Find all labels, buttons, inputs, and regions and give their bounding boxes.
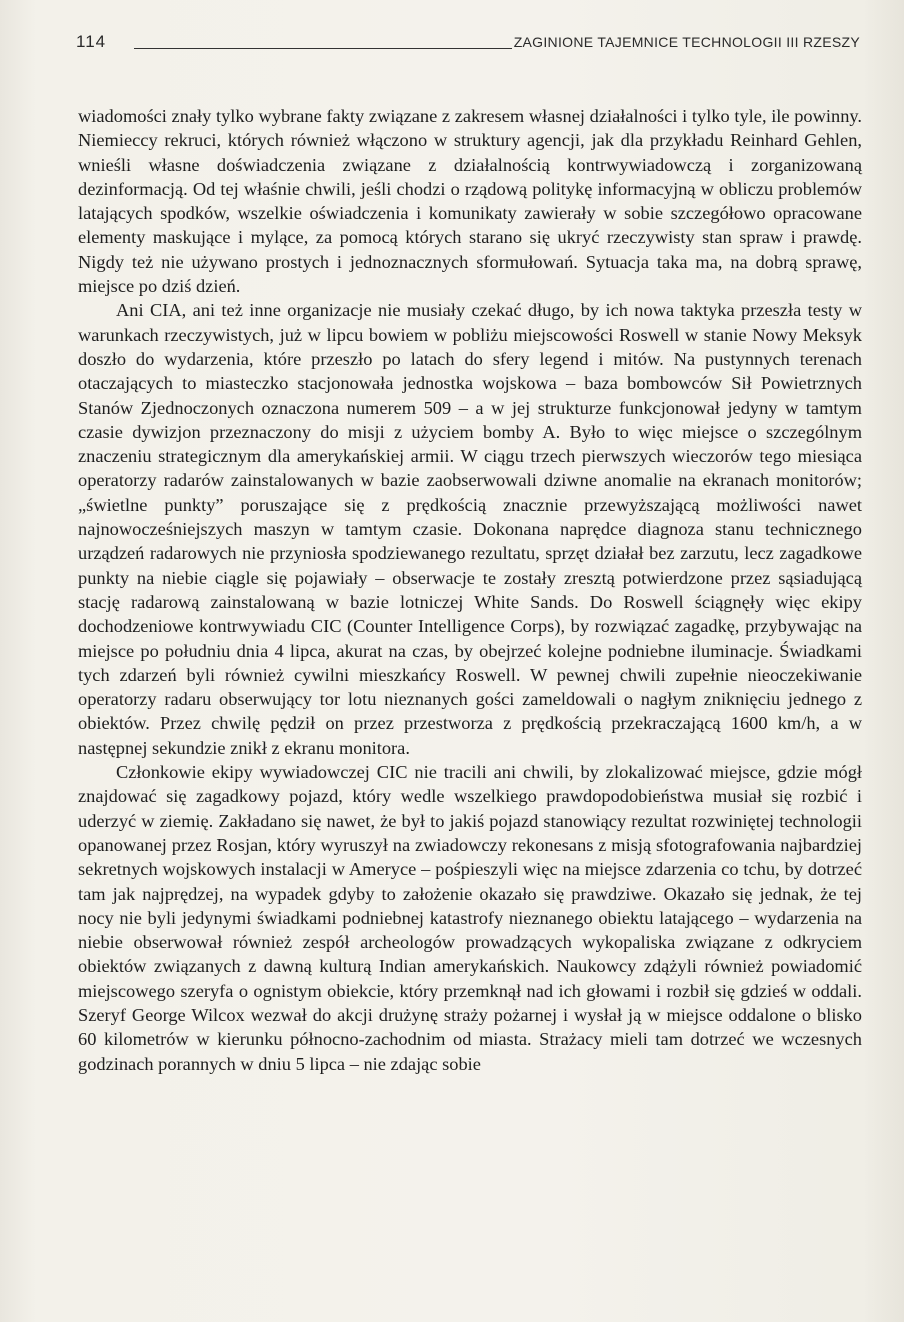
page-number: 114 xyxy=(76,32,107,51)
running-title: ZAGINIONE TAJEMNICE TECHNOLOGII III RZESZY xyxy=(513,34,860,50)
page-header xyxy=(76,30,860,54)
paragraph-3: Członkowie ekipy wywiadowczej CIC nie tracili ani chwili, by zlokalizować miejsce, gdzie mógł znajdować się zagadkowy pojazd, który wedle wszelkiego prawdopodobieństwa musiał się rozbić i uderzyć w ziemię. Zakładano się nawet, że był to jakiś pojazd stanowiący rezultat rozwiniętej technologii opanowanej przez Rosjan, który wyruszył na zwiadowczy rekonesans z misją sfotografowania najbardziej sekretnych wojskowych instalacji w Ameryce – pośpieszyli więc na miejsce zdarzenia co tchu, by dotrzeć tam jak najprędzej, na wypadek gdyby to założenie okazało się prawdziwe. Okazało się jednak, że tej nocy nie byli jedynymi świadkami podniebnej katastrofy nieznanego obiektu latającego – wydarzenia na niebie obserwował również zespół archeologów prowadzących wykopaliska związane z odkryciem obiektów związanych z dawną kulturą Indian amerykańskich. Naukowcy zdążyli również powiadomić miejscowego szeryfa o ognistym obiekcie, który przemknął nad ich głowami i rozbił się gdzieś w oddali. Szeryf George Wilcox wezwał do akcji drużynę straży pożarnej i wysłał ją w miejsce oddalone o blisko 60 kilometrów w kierunku północno-zachodnim od miasta. Strażacy mieli tam dotrzeć we wczesnych godzinach porannych w dniu 5 lipca – nie zdając sobie xyxy=(78,762,862,1074)
paragraph-1: wiadomości znały tylko wybrane fakty związane z zakresem własnej działalności i tylko tyle, ile powinny. Niemieccy rekruci, których również włączono w struktury agencji, jak dla przykładu Reinhard Gehlen, wnieśli własne doświadczenia związane z działalnością kontrwywiadowczą i zorganizowaną dezinformacją. Od tej właśnie chwili, jeśli chodzi o rządową politykę informacyjną w obliczu problemów latających spodków, wszelkie oświadczenia i komunikaty zawierały w sobie szczegółowo opracowane elementy maskujące i mylące, za pomocą których starano się ukryć rzeczywisty stan spraw i prawdę. Nigdy też nie używano prostych i jednoznacznych sformułowań. Sytuacja taka ma, na dobrą sprawę, miejsce po dziś dzień. xyxy=(78,106,862,297)
header-rule xyxy=(134,48,512,49)
paragraph-2: Ani CIA, ani też inne organizacje nie musiały czekać długo, by ich nowa taktyka przeszła testy w warunkach rzeczywistych, już w lipcu bowiem w pobliżu miejscowości Roswell w stanie Nowy Meksyk doszło do wydarzenia, które przeszło po latach do sfery legend i mitów. Na pustynnych terenach otaczających to miasteczko stacjonowała jednostka wojskowa – baza bombowców Sił Powietrznych Stanów Zjednoczonych oznaczona numerem 509 – a w jej strukturze funkcjonował jedyny w tamtym czasie dywizjon przeznaczony do misji z użyciem bomby A. Było to więc miejsce o szczególnym znaczeniu strategicznym dla amerykańskiej armii. W ciągu trzech pierwszych wieczorów tego miesiąca operatorzy radarów zainstalowanych w bazie zaobserwowali dziwne anomalie na ekranach monitorów; „świetlne punkty” poruszające się z prędkością znacznie przewyższającą możliwości nawet najnowocześniejszych maszyn w tamtym czasie. Dokonana naprędce diagnoza stanu technicznego urządzeń radarowych nie przyniosła spodziewanego rezultatu, sprzęt działał bez zarzutu, lecz zagadkowe punkty na niebie ciągle się pojawiały – obserwacje te zostały zresztą potwierdzone przez sąsiadującą stację radarową zainstalowaną w bazie lotniczej White Sands. Do Roswell ściągnęły więc ekipy dochodzeniowe kontrwywiadu CIC (Counter Intelligence Corps), by rozwiązać zagadkę, przybywając na miejsce po południu dnia 4 lipca, akurat na czas, by obejrzeć kolejne podniebne iluminacje. Świadkami tych zdarzeń byli również cywilni mieszkańcy Roswell. W pewnej chwili zupełnie nieoczekiwanie operatorzy radaru obserwujący tor lotu nieznanych gości zameldowali o nagłym zniknięciu jednego z obiektów. Przez chwilę pędził on przez przestworza z prędkością przekraczającą 1600 km/h, a w następnej sekundzie znikł z ekranu monitora. xyxy=(78,300,862,758)
body-text xyxy=(78,104,862,1076)
page-edge-shading xyxy=(864,0,904,1322)
